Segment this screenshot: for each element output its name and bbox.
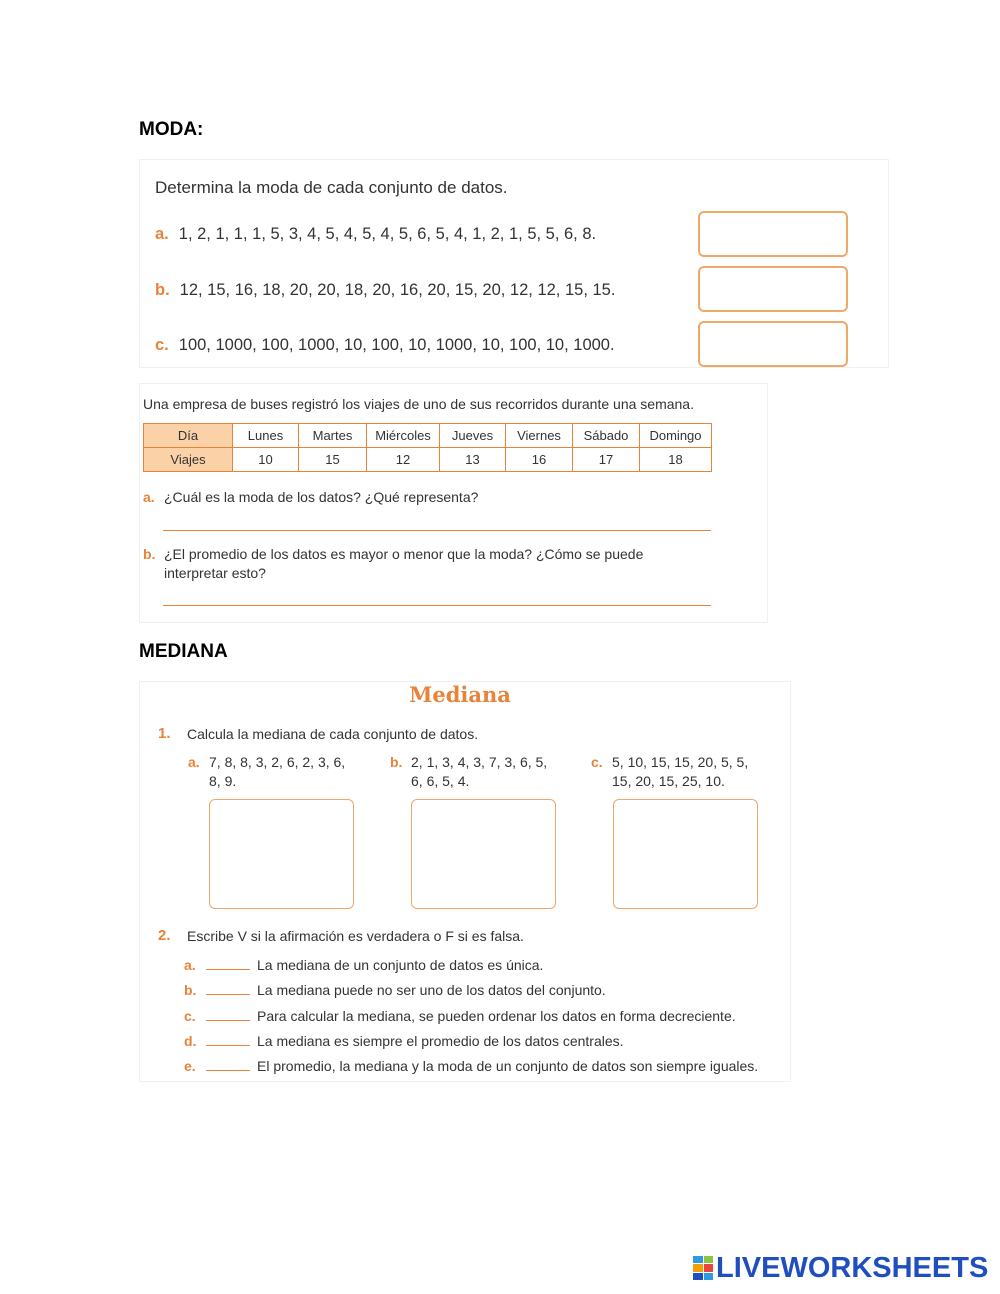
mediana-exercise-card [139,681,791,1082]
table-cell: Sábado [573,424,640,448]
table-cell: 12 [367,448,440,472]
vf-statement: La mediana de un conjunto de datos es única. [257,957,544,973]
item-letter: c. [155,336,169,354]
question-text: ¿Cuál es la moda de los datos? ¿Qué representa? [164,489,479,505]
item-letter: b. [184,982,197,998]
vf-item-b [184,982,606,998]
item-data: 1, 2, 1, 1, 1, 5, 3, 4, 5, 4, 5, 4, 5, 6, 5, 4, 1, 2, 1, 5, 5, 6, 8. [178,225,597,243]
bus-question-b [143,545,643,583]
item-letter: b. [155,281,170,299]
item-letter: c. [184,1008,196,1024]
vf-answer-blank[interactable] [206,969,250,970]
moda-answer-a-input[interactable] [698,211,848,257]
table-cell: 16 [506,448,573,472]
vf-answer-blank[interactable] [206,1020,250,1021]
answer-line-b[interactable] [163,605,711,606]
table-cell: 10 [233,448,299,472]
question-number: 2. [158,927,171,944]
vf-item-a [184,957,543,973]
table-cell: 13 [440,448,506,472]
question-number: 1. [158,725,171,742]
vf-answer-blank[interactable] [206,1070,250,1071]
moda-answer-b-input[interactable] [698,266,848,312]
item-data: 7, 8, 8, 3, 2, 6, 2, 3, 6, 8, 9. [209,754,346,789]
mediana-title: Mediana [409,682,511,707]
moda-item-c [155,336,615,355]
item-letter: c. [591,754,603,770]
moda-heading: MODA: [139,119,204,140]
table-cell: Martes [299,424,367,448]
question-text: ¿El promedio de los datos es mayor o menor que la moda? ¿Cómo se puede [164,546,644,562]
mediana-item-c [591,753,761,791]
bus-exercise-card [139,383,768,623]
table-cell: Domingo [640,424,712,448]
vf-answer-blank[interactable] [206,994,250,995]
item-letter: a. [188,754,200,770]
moda-instruction: Determina la moda de cada conjunto de datos. [155,178,508,197]
item-data: 2, 1, 3, 4, 3, 7, 3, 6, 5, 6, 6, 5, 4. [411,754,548,789]
vf-item-c [184,1008,736,1024]
table-cell: Viernes [506,424,573,448]
table-row [144,424,712,448]
table-cell: Miércoles [367,424,440,448]
moda-item-a [155,225,596,244]
item-data: 100, 1000, 100, 1000, 10, 100, 10, 1000, 10, 100, 10, 1000. [178,336,615,354]
item-letter: a. [184,957,196,973]
vf-statement: Para calcular la mediana, se pueden ordenar los datos en forma decreciente. [257,1008,736,1024]
mediana-item-a [188,753,358,791]
vf-item-d [184,1033,624,1049]
logo-text: LIVEWORKSHEETS [716,1251,989,1284]
item-data: 5, 10, 15, 15, 20, 5, 5, 15, 20, 15, 25, 10. [612,754,749,789]
item-data: 12, 15, 16, 18, 20, 20, 18, 20, 16, 20, 15, 20, 12, 12, 15, 15. [179,281,616,299]
q1-instruction: Calcula la mediana de cada conjunto de datos. [187,726,479,742]
table-row [144,448,712,472]
q2-instruction: Escribe V si la afirmación es verdadera o F si es falsa. [187,928,524,944]
liveworksheets-logo [693,1253,988,1283]
table-cell: 17 [573,448,640,472]
bus-trips-table [143,423,712,472]
vf-statement: El promedio, la mediana y la moda de un conjunto de datos son siempre iguales. [257,1058,759,1074]
table-cell: Jueves [440,424,506,448]
vf-statement: La mediana puede no ser uno de los datos del conjunto. [257,982,606,998]
question-letter: a. [143,489,155,505]
liveworksheets-logo-icon [693,1256,713,1280]
table-cell: 15 [299,448,367,472]
table-cell: Lunes [233,424,299,448]
moda-item-b [155,281,615,300]
moda-answer-c-input[interactable] [698,321,848,367]
vf-statement: La mediana es siempre el promedio de los datos centrales. [257,1033,624,1049]
question-text: interpretar esto? [164,565,266,581]
vf-answer-blank[interactable] [206,1045,250,1046]
item-letter: a. [155,225,169,243]
mediana-item-b [390,753,560,791]
item-letter: b. [390,754,403,770]
vf-item-e [184,1058,758,1074]
mediana-heading: MEDIANA [139,641,228,662]
table-cell: 18 [640,448,712,472]
item-letter: d. [184,1033,197,1049]
moda-exercise-card [139,159,889,368]
mediana-answer-c-box[interactable] [613,799,758,909]
answer-line-a[interactable] [163,530,711,531]
item-letter: e. [184,1058,196,1074]
row-label-day: Día [144,424,233,448]
bus-intro: Una empresa de buses registró los viajes de uno de sus recorridos durante una semana. [143,396,694,412]
mediana-answer-a-box[interactable] [209,799,354,909]
bus-question-a [143,488,478,507]
mediana-answer-b-box[interactable] [411,799,556,909]
question-letter: b. [143,546,156,562]
row-label-trips: Viajes [144,448,233,472]
